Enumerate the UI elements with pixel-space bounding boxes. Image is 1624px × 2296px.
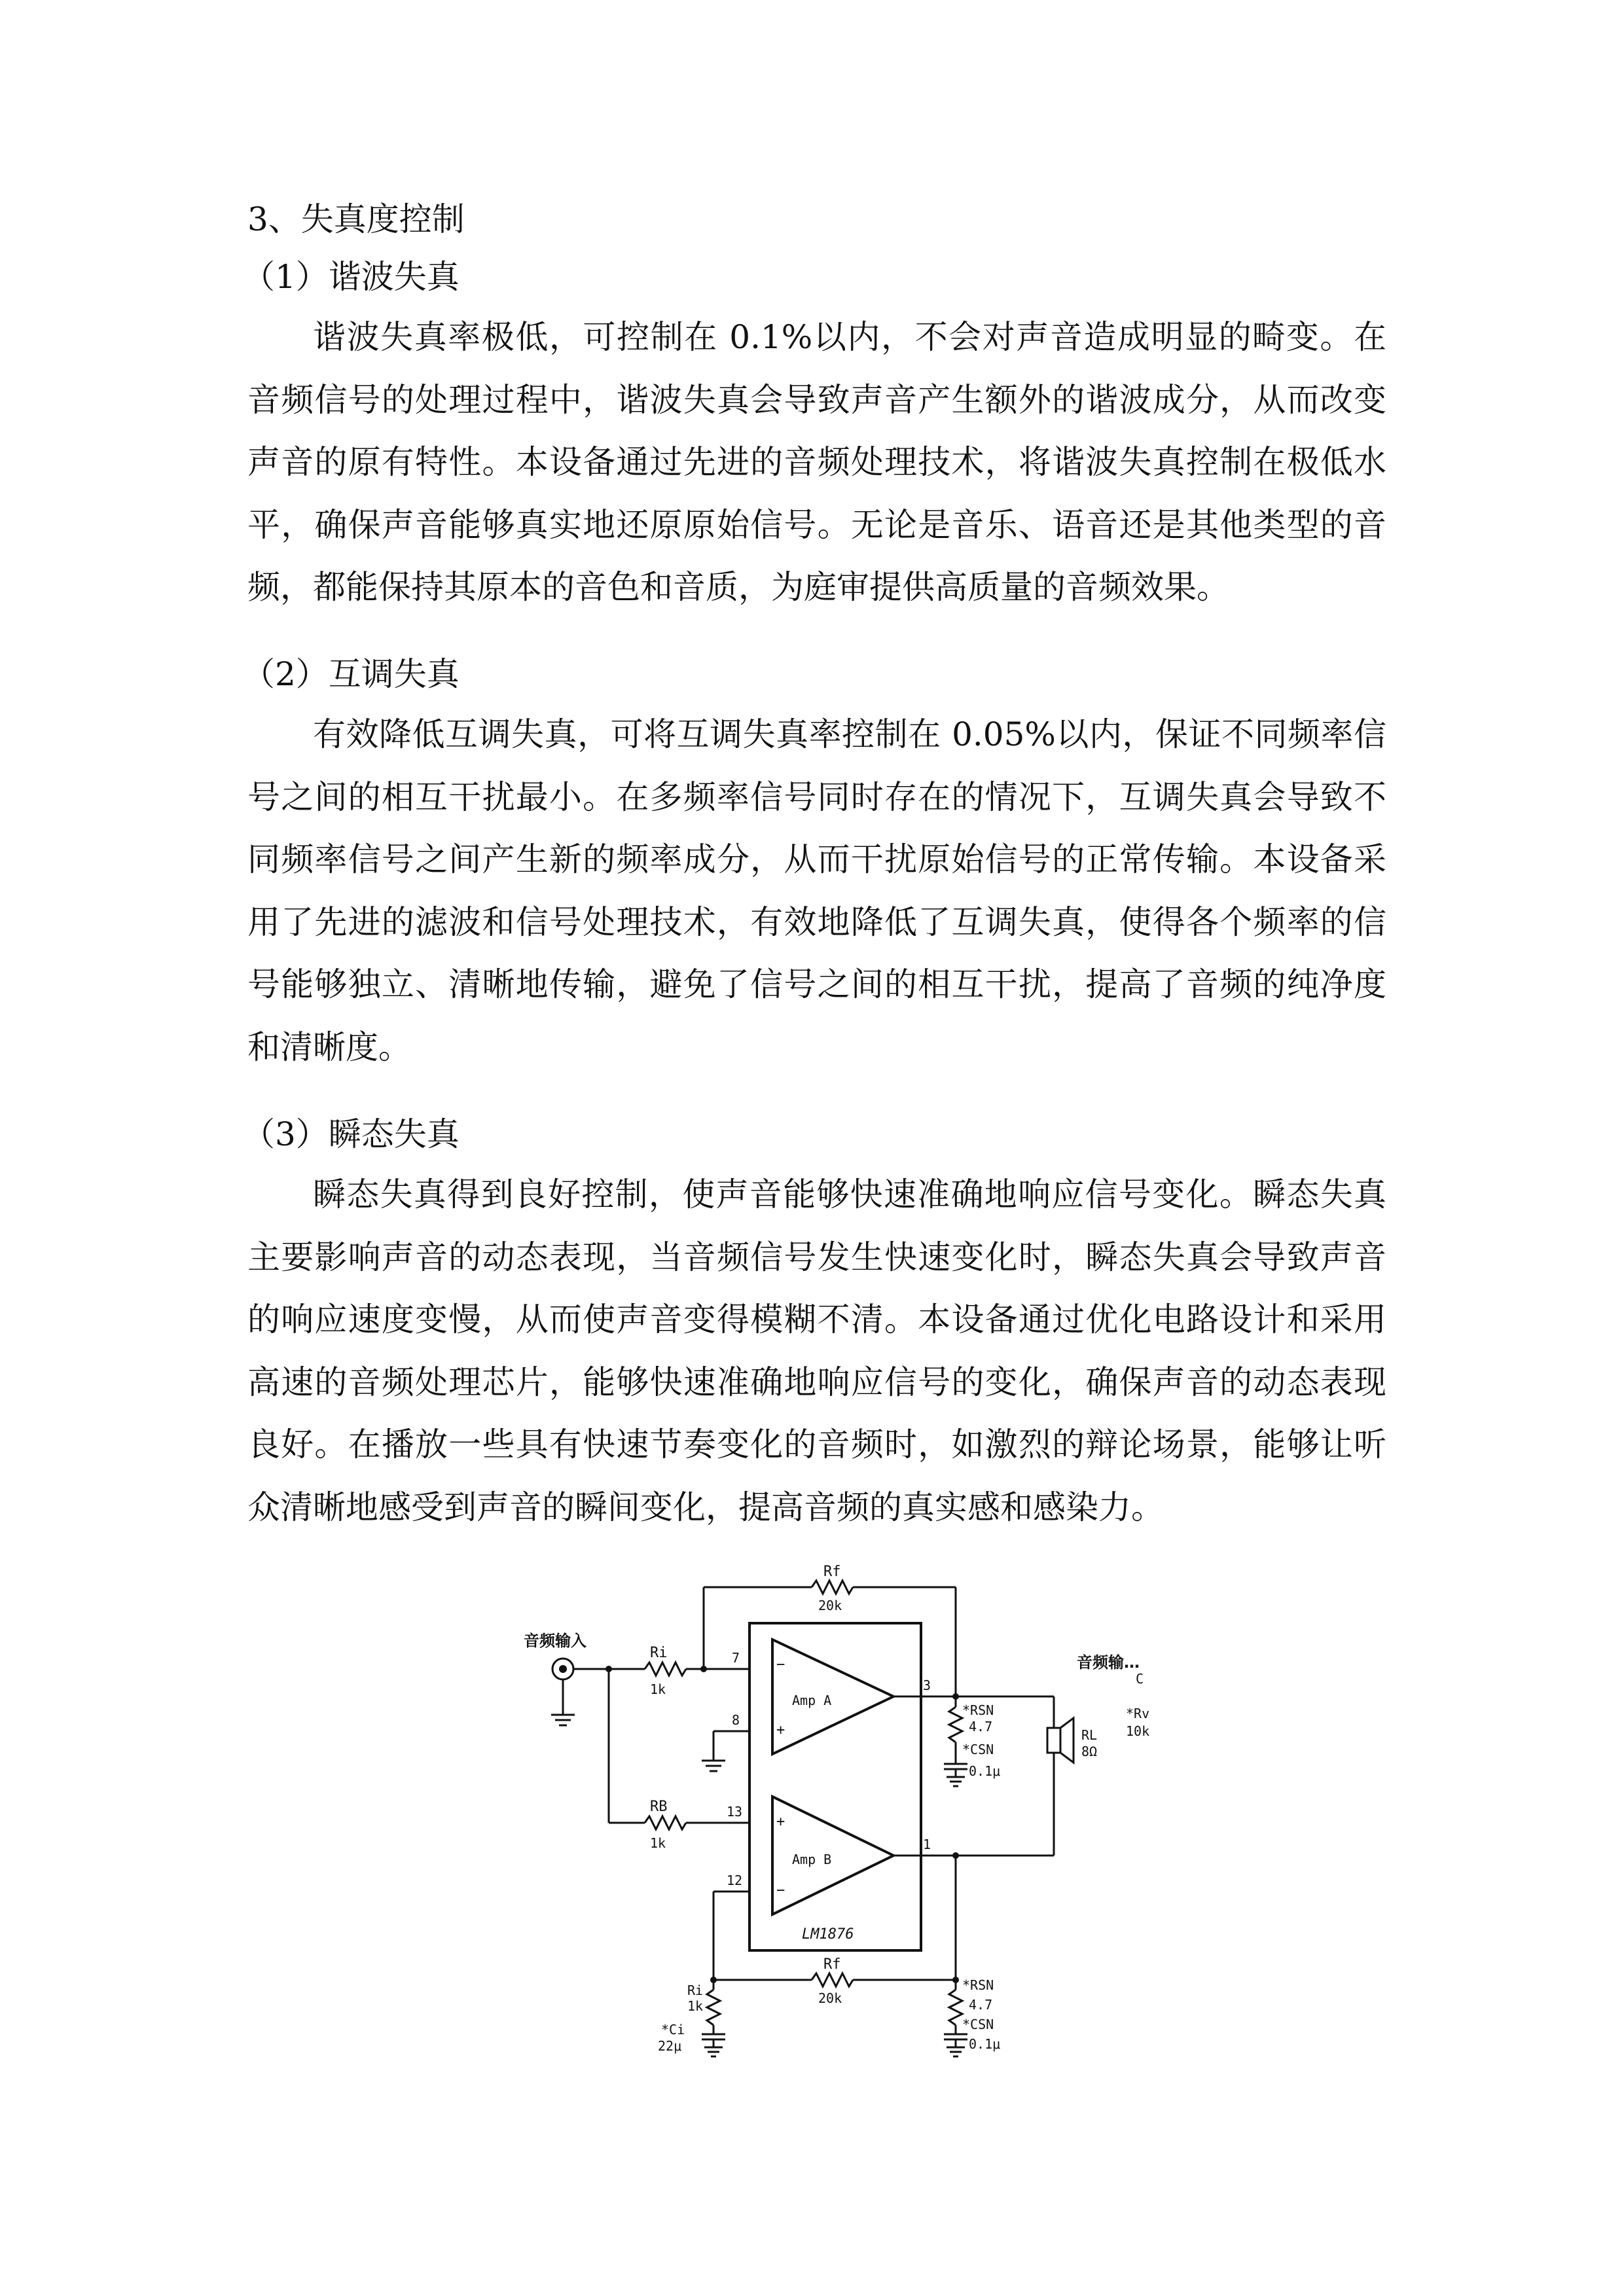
resistor-rf-bottom	[812, 1973, 853, 1986]
heading-intermodulation-distortion: （2）互调失真	[242, 655, 460, 693]
resistor-rsn-bottom	[949, 1990, 962, 2025]
resistor-rf-top	[812, 1581, 853, 1594]
ci-label: *Ci	[661, 2022, 685, 2037]
amp-a-label: Amp A	[792, 1693, 832, 1708]
heading-harmonic-distortion: （1）谐波失真	[242, 258, 460, 296]
output-label: 音频输…	[1077, 1653, 1140, 1672]
amp-a-plus: +	[776, 1722, 785, 1738]
amp-b-minus: −	[776, 1882, 785, 1899]
heading-transient-distortion: （3）瞬态失真	[242, 1115, 460, 1153]
rv-label: *Rv	[1126, 1706, 1150, 1721]
rsn-bottom-label: *RSN	[962, 1977, 994, 1993]
pin-7: 7	[732, 1650, 740, 1666]
pin-8: 8	[732, 1712, 740, 1728]
rl-label: RL	[1081, 1727, 1098, 1743]
chip-outline	[749, 1623, 921, 1950]
resistor-ri-bottom	[707, 1990, 720, 2025]
amp-b-label: Amp B	[792, 1852, 832, 1867]
rl-value: 8Ω	[1081, 1744, 1098, 1759]
rsn-top-value: 4.7	[969, 1719, 993, 1734]
rsn-top-label: *RSN	[962, 1702, 994, 1718]
pin-13: 13	[727, 1804, 743, 1820]
speaker-icon	[1047, 1728, 1060, 1753]
ci-value: 22μ	[658, 2038, 682, 2054]
rb-label: RB	[650, 1799, 668, 1815]
chip-label: LM1876	[802, 1926, 854, 1943]
ri-bottom-value: 1k	[687, 1998, 704, 2014]
paragraph-transient-distortion: 瞬态失真得到良好控制，使声音能够快速准确地响应信号变化。瞬态失真主要影响声音的动态表现，当音频信号发生快速变化时，瞬态失真会导致声音的响应速度变慢，从而使声音变得模糊不清。本设备通过优化电路设计和采用高速的音频处理芯片，能够快速准确地响应信号的变化，确保声音的动态表现良好。在播放一些具有快速节奏变化的音频时，如激烈的辩论场景，能够让听众清晰地感受到声音的瞬间变化，提高音频的真实感和感染力。	[247, 1175, 1386, 1526]
pin-3: 3	[923, 1677, 931, 1693]
output-c: C	[1136, 1671, 1144, 1687]
csn-top-label: *CSN	[962, 1742, 994, 1757]
input-label: 音频输入	[524, 1632, 586, 1650]
csn-bottom-value: 0.1μ	[969, 2036, 1001, 2052]
rf-bottom-label: Rf	[823, 1956, 841, 1973]
rsn-bottom-value: 4.7	[969, 1997, 993, 2013]
input-jack-inner	[559, 1665, 567, 1673]
amp-b-triangle	[772, 1797, 893, 1914]
pin-12: 12	[727, 1873, 743, 1888]
paragraph-intermodulation-distortion: 有效降低互调失真，可将互调失真率控制在 0.05%以内，保证不同频率信号之间的相互干扰最小。在多频率信号同时存在的情况下，互调失真会导致不同频率信号之间产生新的频率成分，从而干扰原始信号的正常传输。本设备采用了先进的滤波和信号处理技术，有效地降低了互调失真，使得各个频率的信号能够独立、清晰地传输，避免了信号之间的相互干扰，提高了音频的纯净度和清晰度。	[247, 715, 1386, 1066]
rf-bottom-value: 20k	[818, 1990, 842, 2006]
lm1876-circuit-diagram	[517, 1561, 1159, 2065]
rb-value: 1k	[650, 1835, 666, 1851]
csn-top-value: 0.1μ	[969, 1763, 1001, 1779]
amp-a-minus: −	[776, 1657, 785, 1673]
ri-bottom-label: Ri	[687, 1982, 704, 1998]
rv-value: 10k	[1126, 1723, 1150, 1739]
amp-a-triangle	[772, 1640, 893, 1754]
pin-1: 1	[923, 1837, 931, 1852]
rf-top-value: 20k	[818, 1598, 842, 1613]
resistor-rsn-top	[949, 1707, 962, 1742]
rf-top-label: Rf	[823, 1564, 841, 1580]
ri-top-value: 1k	[650, 1681, 666, 1697]
section-title: 3、失真度控制	[247, 200, 465, 238]
resistor-rb	[645, 1816, 686, 1829]
ri-top-label: Ri	[650, 1645, 668, 1661]
csn-bottom-label: *CSN	[962, 2017, 994, 2032]
paragraph-harmonic-distortion: 谐波失真率极低，可控制在 0.1%以内，不会对声音造成明显的畸变。在音频信号的处理过程中，谐波失真会导致声音产生额外的谐波成分，从而改变声音的原有特性。本设备通过先进的音频处理技术，将谐波失真控制在极低水平，确保声音能够真实地还原原始信号。无论是音乐、语音还是其他类型的音频，都能保持其原本的音色和音质，为庭审提供高质量的音频效果。	[247, 318, 1386, 606]
amp-b-plus: +	[776, 1814, 785, 1830]
resistor-ri-top	[645, 1662, 686, 1676]
